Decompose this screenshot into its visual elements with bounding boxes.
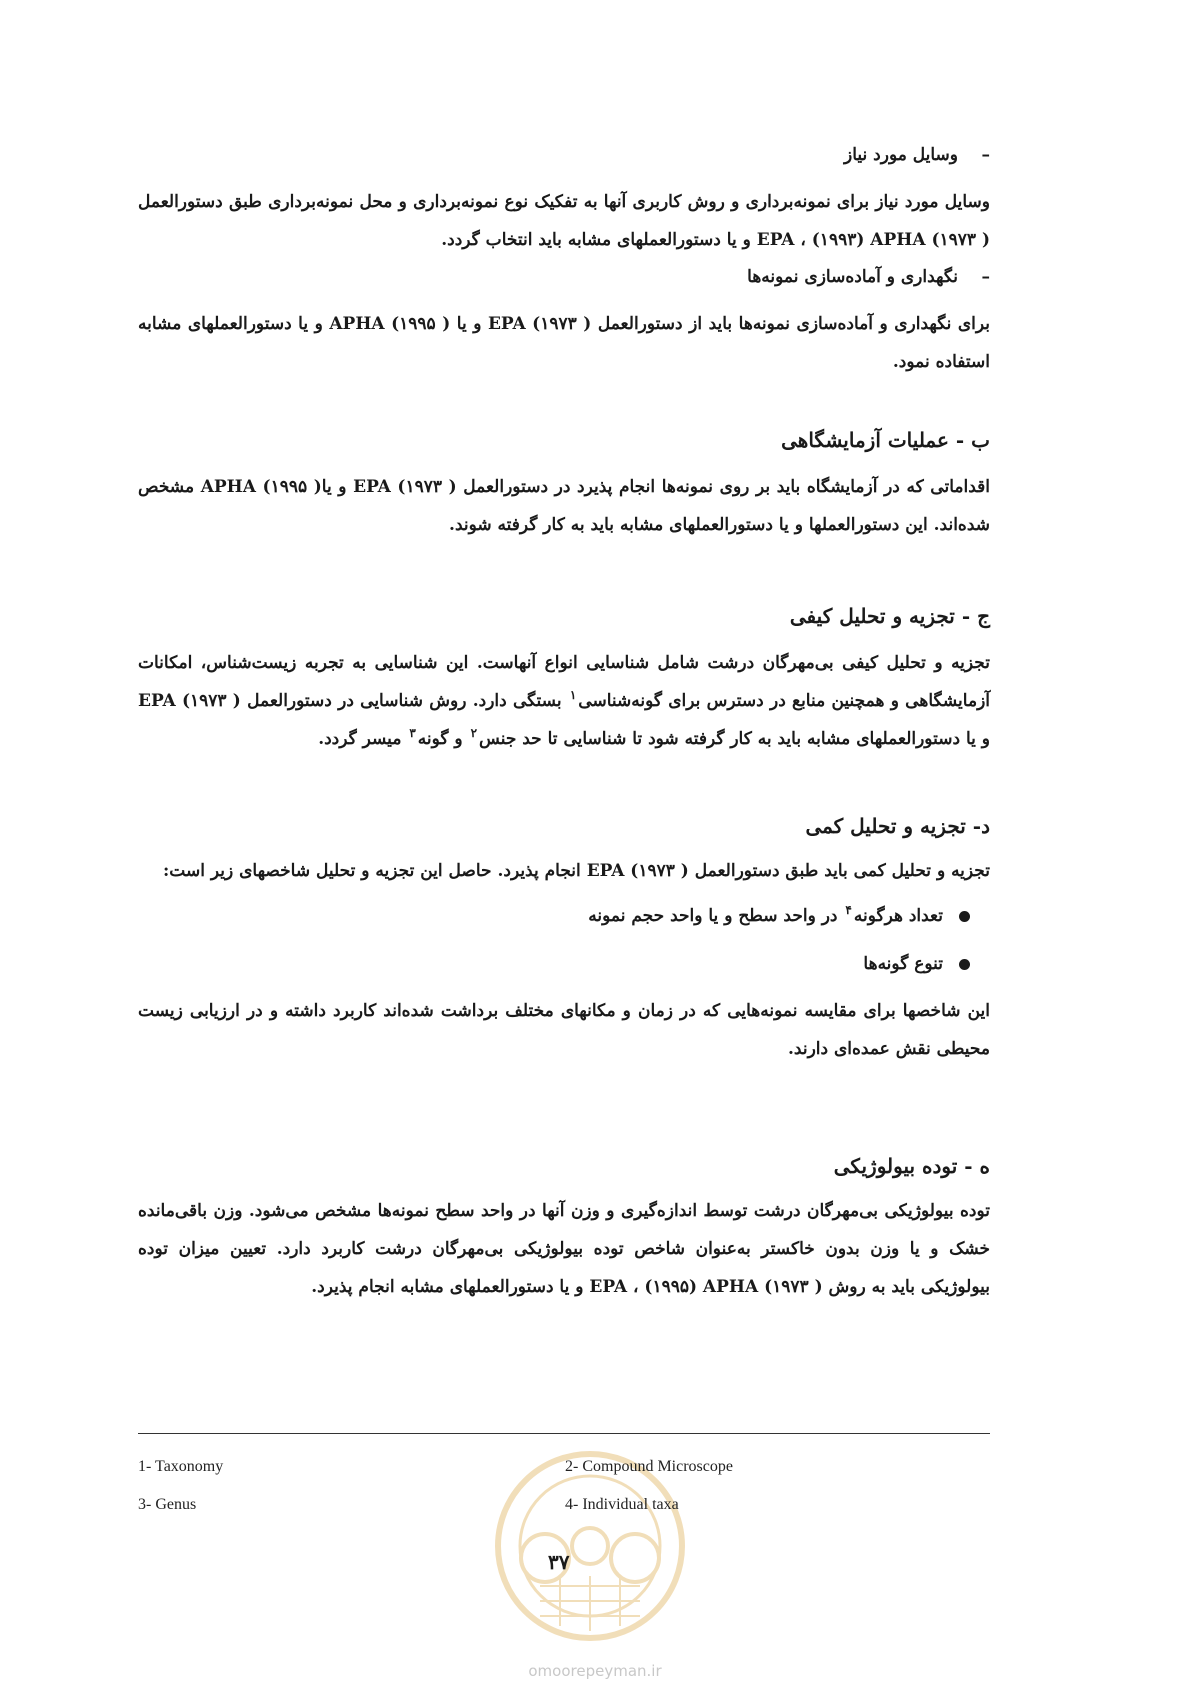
- list-item: تنوع گونه‌ها: [138, 940, 970, 988]
- section-quantitative-analysis: [138, 810, 990, 1068]
- tools-paragraph: وسایل مورد نیاز برای نمونه‌برداری و روش کاربری آنها به تفکیک نوع نمونه‌برداری و محل نمونه‌برداری طبق دستورالعمل ( ۱۹۷۳) EPA ، (۱۹۹۳) APHA و یا دستورالعملهای مشابه باید انتخاب گردد.: [138, 192, 990, 250]
- list-item: تعداد هرگونه$^۴$ در واحد سطح و یا واحد حجم نمونه: [138, 892, 970, 940]
- lab-paragraph: اقداماتی که در آزمایشگاه باید بر روی نمونه‌ها انجام پذیرد در دستورالعمل ( ۱۹۷۳) EPA و یا( ۱۹۹۵) APHA مشخص شده‌اند. این دستورالعملها و یا دستورالعملهای مشابه باید به کار گرفته شوند.: [138, 477, 990, 535]
- footnote-ref[interactable]: ۱: [569, 688, 577, 703]
- footnote-ref[interactable]: ۳: [409, 726, 416, 741]
- footnote-1: 1- Taxonomy: [138, 1458, 224, 1475]
- section-title: ج - تجزیه و تحلیل کیفی: [789, 604, 990, 628]
- qualitative-paragraph: تجزیه و تحلیل کیفی بی‌مهرگان درشت شامل شناسایی انواع آنهاست. این شناسایی به تجربه زیست‌شناس، امکانات آزمایشگاهی و همچنین منابع در دسترس برای گونه‌شناسی$^۱$ بستگی دارد. روش شناسایی در دستورالعمل ( ۱۹۷۳) EPA و یا دستورالعملهای مشابه باید به کار گرفته شود تا شناسایی تا حد جنس$^۲$ و گونه$^۳$ میسر گردد.: [138, 653, 991, 749]
- section-qualitative-analysis: [138, 600, 990, 758]
- storage-paragraph: برای نگهداری و آماده‌سازی نمونه‌ها باید از دستورالعمل ( ۱۹۷۳) EPA و یا ( ۱۹۹۵) APHA و یا دستورالعملهای مشابه استفاده نمود.: [138, 314, 990, 372]
- bullet-icon: [959, 959, 970, 970]
- footnote-ref[interactable]: ۲: [470, 726, 478, 741]
- section-title: ه - توده بیولوژیکی: [833, 1154, 990, 1178]
- section-title: د- تجزیه و تحلیل کمی: [805, 814, 990, 838]
- section-biomass: [138, 1150, 990, 1306]
- footnote-divider: [138, 1433, 990, 1434]
- section-storage: [138, 263, 990, 381]
- quantitative-paragraph: تجزیه و تحلیل کمی باید طبق دستورالعمل ( ۱۹۷۳) EPA انجام پذیرد. حاصل این تجزیه و تحلیل شاخصهای زیر است:: [162, 861, 990, 881]
- section-lab-operations: [138, 424, 990, 544]
- watermark-site: [0, 1662, 1190, 1680]
- footnote-2: 2- Compound Microscope: [565, 1458, 733, 1475]
- indices-paragraph: این شاخصها برای مقایسه نمونه‌هایی که در زمان و مکانهای مختلف برداشت شده‌اند کاربرد داشته و در ارزیابی زیست محیطی نقش عمده‌ای دارند.: [138, 1001, 990, 1059]
- watermark-site-text: omoorepeyman.ir: [528, 1662, 662, 1680]
- index-list: [138, 892, 990, 988]
- tools-heading: –وسایل مورد نیاز: [844, 145, 990, 165]
- biomass-paragraph: توده بیولوژیکی بی‌مهرگان درشت توسط اندازه‌گیری و وزن آنها در واحد سطح نمونه‌ها مشخص می‌شود. وزن باقی‌مانده خشک و یا وزن بدون خاکستر به‌عنوان شاخص توده بیولوژیکی بی‌مهرگان درشت کاربرد دارد. تعیین میزان توده بیولوژیکی باید به روش ( ۱۹۷۳) EPA ، (۱۹۹۵) APHA و یا دستورالعملهای مشابه انجام پذیرد.: [138, 1201, 990, 1297]
- footnote-3: 3- Genus: [138, 1496, 197, 1513]
- section-tools: [138, 141, 990, 259]
- storage-heading: –نگهداری و آماده‌سازی نمونه‌ها: [747, 267, 990, 287]
- page-number: ۳۷: [548, 1550, 570, 1574]
- bullet-icon: [959, 911, 970, 922]
- section-title: ب - عملیات آزمایشگاهی: [781, 428, 990, 452]
- footnote-ref[interactable]: ۴: [845, 903, 852, 918]
- gear-seal-logo-icon: [490, 1446, 690, 1646]
- footnote-4: 4- Individual taxa: [565, 1496, 679, 1513]
